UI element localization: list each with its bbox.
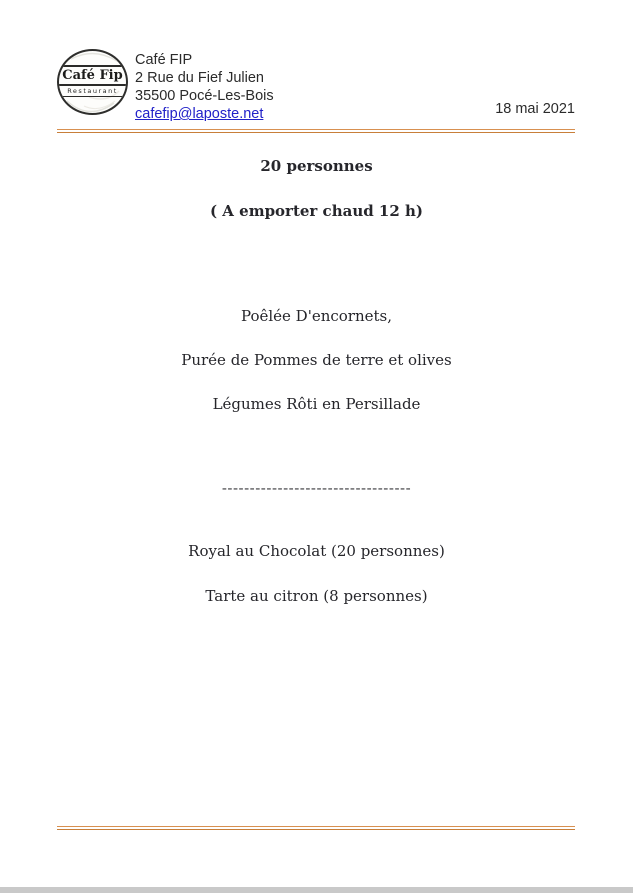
- top-divider-rule: [57, 129, 575, 133]
- address-city: 35500 Pocé-Les-Bois: [135, 88, 274, 104]
- dessert-item: Royal au Chocolat (20 personnes): [188, 542, 445, 560]
- takeaway-note: ( A emporter chaud 12 h): [209, 202, 424, 220]
- restaurant-address-block: [135, 51, 274, 123]
- dish-item: Poêlée D'encornets,: [240, 307, 393, 325]
- logo-subtitle: Restaurant: [63, 86, 122, 97]
- restaurant-logo: [57, 49, 128, 115]
- address-street: 2 Rue du Fief Julien: [135, 70, 264, 86]
- logo-label: [59, 65, 126, 97]
- servings-heading: 20 personnes: [260, 157, 373, 175]
- bottom-divider-rule: [57, 826, 575, 830]
- logo-title: Café Fip: [59, 65, 126, 86]
- dessert-item: Tarte au citron (8 personnes): [205, 587, 428, 605]
- dish-item: Purée de Pommes de terre et olives: [181, 351, 452, 369]
- email-link[interactable]: cafefip@laposte.net: [135, 106, 264, 122]
- dashed-separator: ----------------------------------: [221, 479, 412, 497]
- document-date: 18 mai 2021: [495, 101, 575, 117]
- viewer-bottom-edge: [0, 887, 633, 893]
- restaurant-name: Café FIP: [135, 52, 193, 68]
- dish-item: Légumes Rôti en Persillade: [212, 395, 421, 413]
